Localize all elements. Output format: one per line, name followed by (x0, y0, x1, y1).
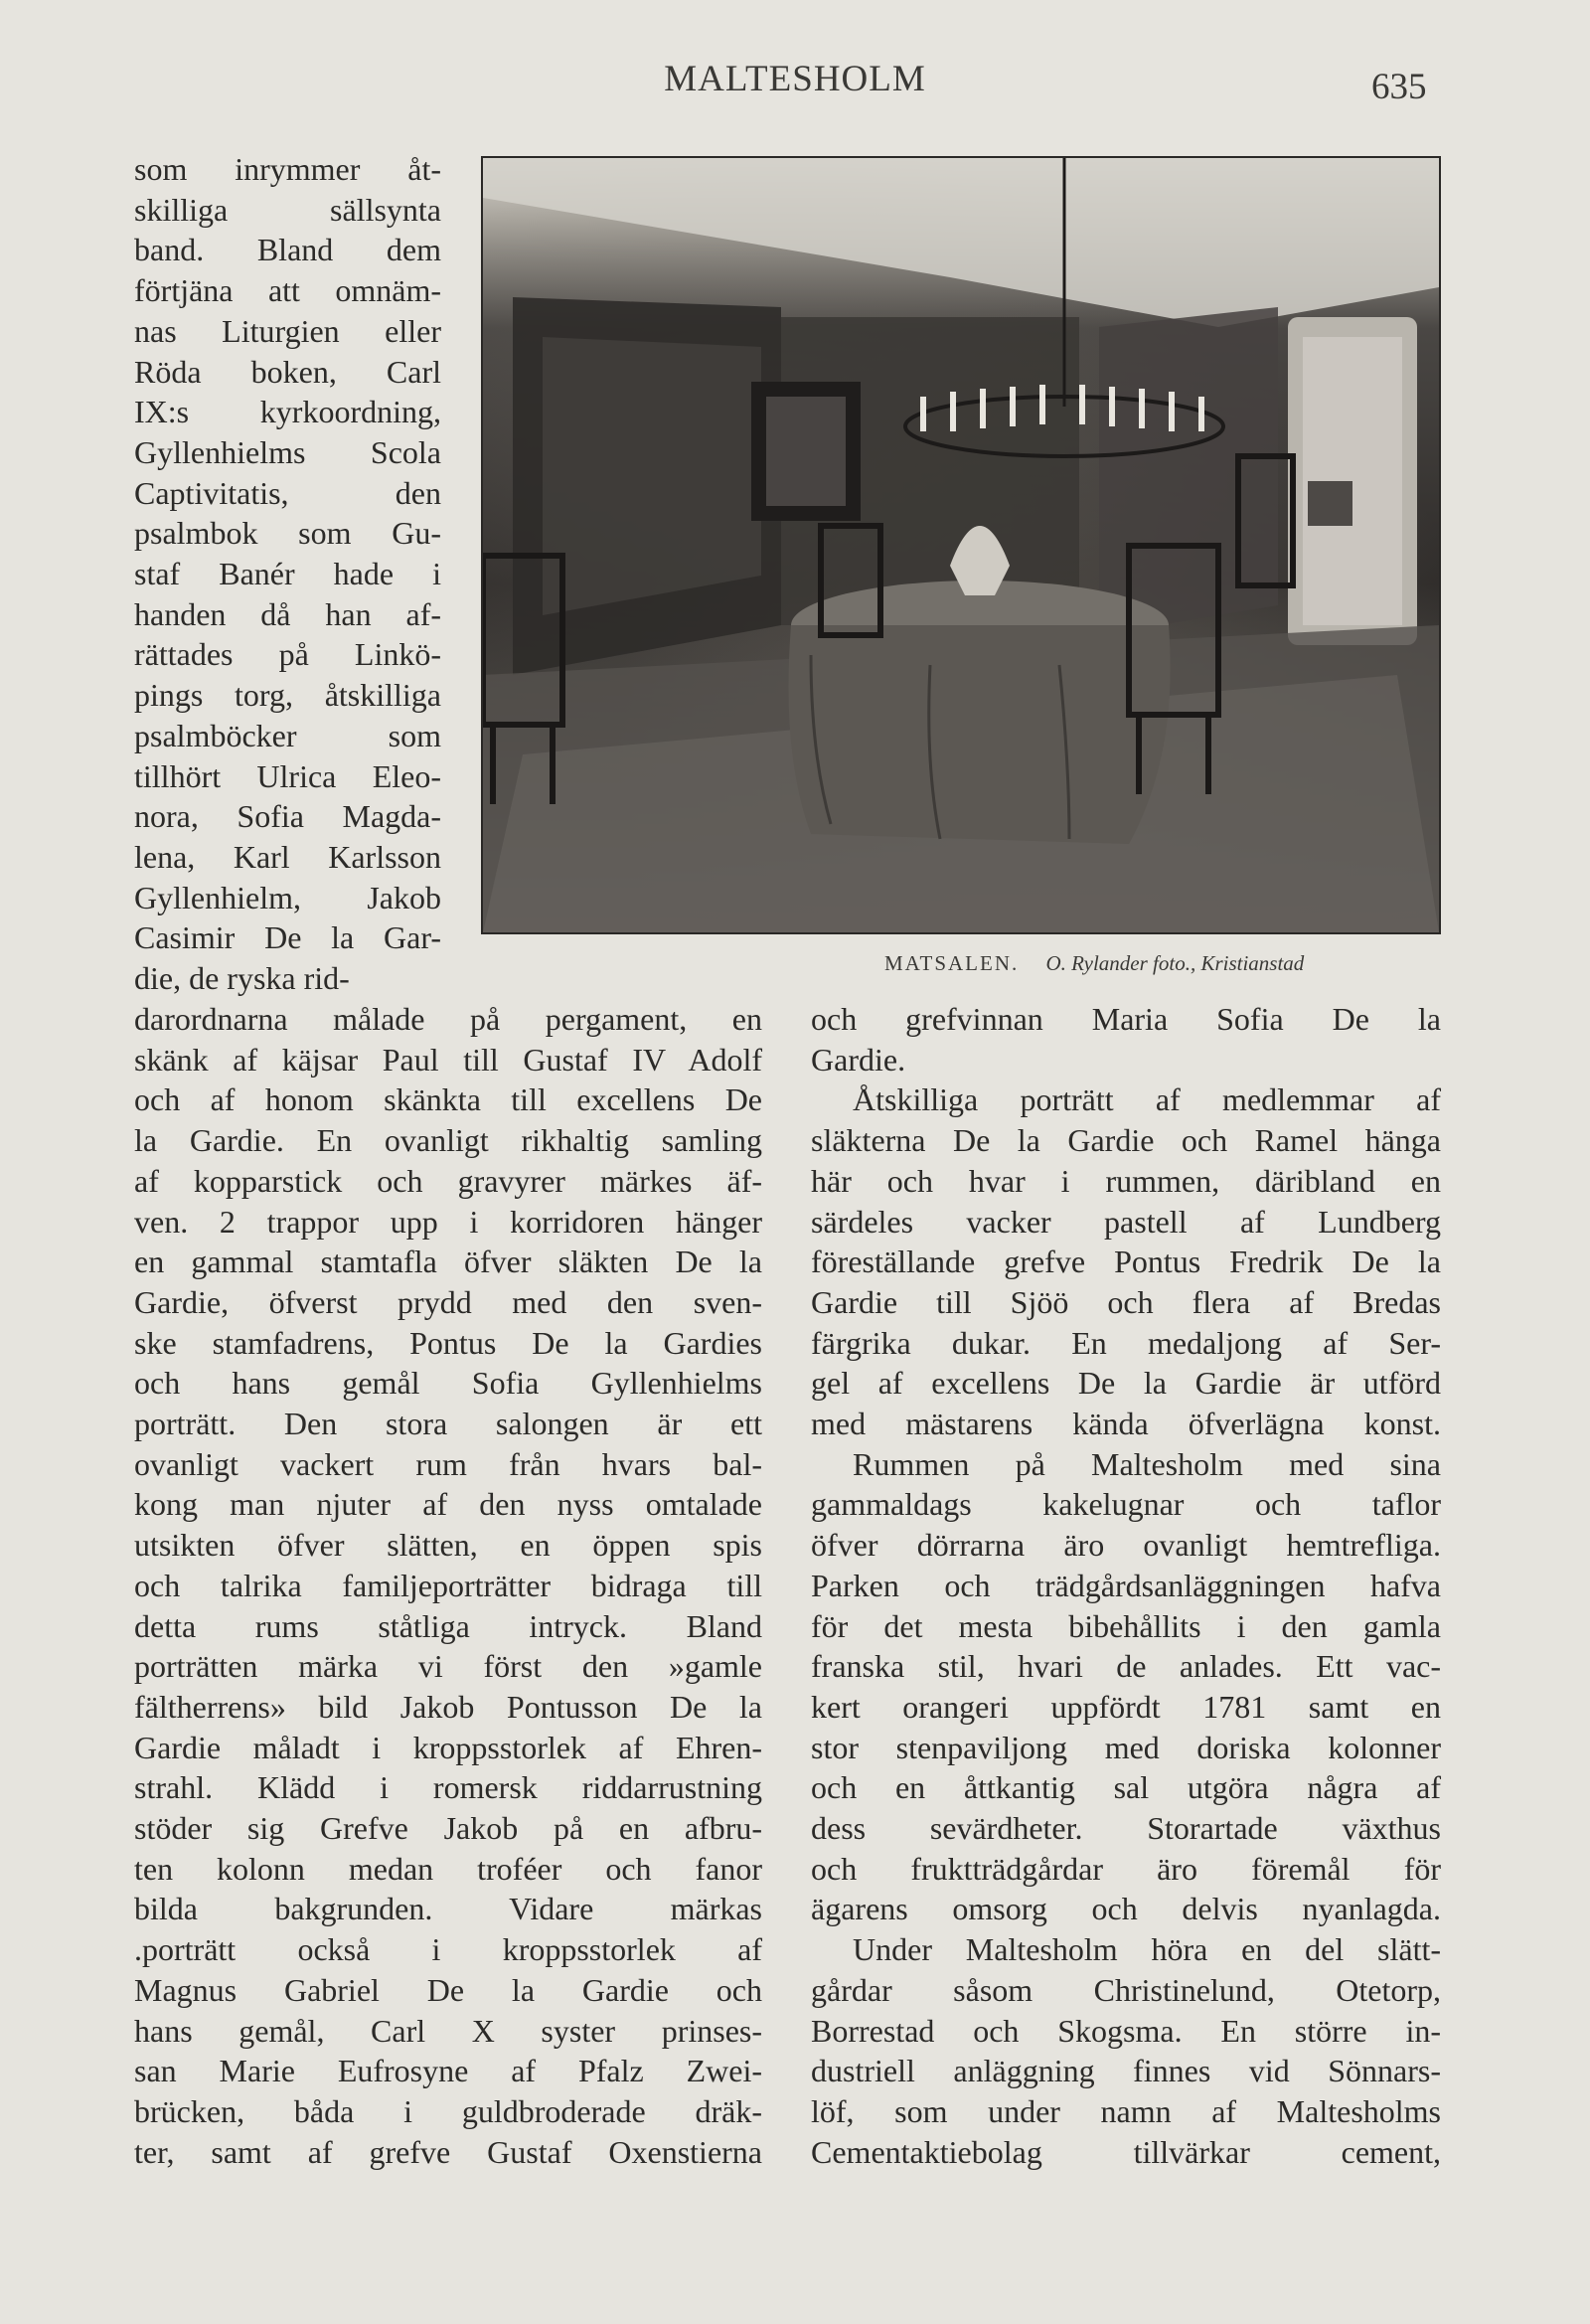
text-line: fältherrens» bild Jakob Pontusson De la (134, 1688, 762, 1725)
text-line: för det mesta bibehållits i den gamla (811, 1607, 1441, 1644)
text-line: ten kolonn medan troféer och fanor (134, 1850, 762, 1887)
text-line: ven. 2 trappor upp i korridoren hänger (134, 1203, 762, 1240)
text-line: öfver dörrarna äro ovanligt hemtrefliga. (811, 1527, 1441, 1564)
text-line: Åtskilliga porträtt af medlemmar af (853, 1081, 1441, 1118)
text-line: förtjäna att omnäm- (134, 272, 441, 309)
text-line: Gardie, öfverst prydd med den sven- (134, 1283, 762, 1320)
text-line: ske stamfadrens, Pontus De la Gardies (134, 1324, 762, 1361)
text-line: och grefvinnan Maria Sofia De la (811, 1001, 1441, 1037)
text-line: en gammal stamtafla öfver släkten De la (134, 1244, 762, 1280)
text-line: brücken, båda i guldbroderade dräk- (134, 2092, 762, 2129)
text-line: dustriell anläggning finnes vid Sönnars- (811, 2053, 1441, 2089)
text-line: strahl. Klädd i romersk riddarrustning (134, 1769, 762, 1806)
text-line: san Marie Eufrosyne af Pfalz Zwei- (134, 2053, 762, 2089)
page-number: 635 (1371, 67, 1427, 107)
text-line: och af honom skänkta till excellens De (134, 1081, 762, 1118)
text-line: staf Banér hade i (134, 556, 441, 591)
text-line: Parken och trädgårdsanläggningen hafva (811, 1567, 1441, 1603)
text-line: och fruktträdgårdar äro föremål för (811, 1850, 1441, 1887)
text-line: gel af excellens De la Gardie är utförd (811, 1365, 1441, 1402)
text-line: Cementaktiebolag tillvärkar cement, (811, 2133, 1441, 2170)
text-line: Under Maltesholm höra en del slätt- (853, 1931, 1441, 1968)
text-line: och hans gemål Sofia Gyllenhielms (134, 1365, 762, 1402)
text-line: die, de ryska rid- (134, 960, 350, 996)
text-line: .porträtt också i kroppsstorlek af (134, 1931, 762, 1968)
text-line: bilda bakgrunden. Vidare märkas (134, 1891, 762, 1927)
caption-title: MATSALEN. (884, 951, 1020, 975)
text-line: kert orangeri uppfördt 1781 samt en (811, 1688, 1441, 1725)
text-line: dess sevärdheter. Storartade växthus (811, 1810, 1441, 1846)
text-line: psalmbok som Gu- (134, 515, 441, 552)
text-line: pings torg, åtskilliga (134, 677, 441, 714)
text-line: stöder sig Grefve Jakob på en afbru- (134, 1810, 762, 1846)
caption-credit: O. Rylander foto., Kristianstad (1045, 951, 1305, 975)
dining-room-illustration (483, 158, 1439, 932)
text-line: Rummen på Maltesholm med sina (853, 1445, 1441, 1482)
text-line: tillhört Ulrica Eleo- (134, 757, 441, 794)
text-line: porträtten märka vi först den »gamle (134, 1648, 762, 1685)
text-line: stor stenpaviljong med doriska kolonner (811, 1729, 1441, 1765)
text-line: Gardie till Sjöö och flera af Bredas (811, 1283, 1441, 1320)
text-line: franska stil, hvari de anlades. Ett vac- (811, 1648, 1441, 1685)
text-line: utsikten öfver slätten, en öppen spis (134, 1527, 762, 1564)
text-line: band. Bland dem (134, 232, 441, 268)
text-line: skilliga sällsynta (134, 191, 441, 228)
text-line: detta rums ståtliga intryck. Bland (134, 1607, 762, 1644)
text-line: gammaldags kakelugnar och taflor (811, 1486, 1441, 1523)
text-line: särdeles vacker pastell af Lundberg (811, 1203, 1441, 1240)
text-line: rättades på Linkö- (134, 636, 441, 673)
photo-caption (884, 951, 1304, 976)
text-line: ovanligt vackert rum från hvars bal- (134, 1445, 762, 1482)
text-line: med mästarens kända öfverlägna konst. (811, 1406, 1441, 1441)
text-line: lena, Karl Karlsson (134, 838, 441, 875)
text-line: som inrymmer åt- (134, 151, 441, 187)
text-line: släkterna De la Gardie och Ramel hänga (811, 1122, 1441, 1159)
text-line: porträtt. Den stora salongen är ett (134, 1406, 762, 1441)
text-line: gårdar såsom Christinelund, Otetorp, (811, 1971, 1441, 2008)
text-line: nas Liturgien eller (134, 312, 441, 349)
text-line: Magnus Gabriel De la Gardie och (134, 1971, 762, 2008)
text-line: kong man njuter af den nyss omtalade (134, 1486, 762, 1523)
text-line: psalmböcker som (134, 717, 441, 753)
text-line: la Gardie. En ovanligt rikhaltig samling (134, 1122, 762, 1159)
text-line: Casimir De la Gar- (134, 919, 441, 956)
text-line: föreställande grefve Pontus Fredrik De la (811, 1244, 1441, 1280)
text-line: Gyllenhielms Scola (134, 433, 441, 470)
text-line: Gyllenhielm, Jakob (134, 879, 441, 915)
text-line: af kopparstick och gravyrer märkes äf- (134, 1162, 762, 1199)
text-line: Gardie. (811, 1041, 906, 1078)
text-line: Captivitatis, den (134, 474, 441, 511)
text-line: darordnarna målade på pergament, en (134, 1001, 762, 1037)
text-line: Gardie måladt i kroppsstorlek af Ehren- (134, 1729, 762, 1765)
text-line: hans gemål, Carl X syster prinses- (134, 2012, 762, 2049)
text-line: ter, samt af grefve Gustaf Oxenstierna (134, 2133, 762, 2170)
text-line: handen då han af- (134, 595, 441, 632)
text-line: skänk af käjsar Paul till Gustaf IV Adolf (134, 1041, 762, 1078)
text-line: färgrika dukar. En medaljong af Ser- (811, 1324, 1441, 1361)
text-line: löf, som under namn af Maltesholms (811, 2092, 1441, 2129)
text-line: IX:s kyrkoordning, (134, 394, 441, 430)
dining-room-photo (481, 156, 1441, 934)
text-line: och talrika familjeporträtter bidraga till (134, 1567, 762, 1603)
text-line: och en åttkantig sal utgöra några af (811, 1769, 1441, 1806)
page-title: MALTESHOLM (664, 59, 926, 99)
text-line: Röda boken, Carl (134, 353, 441, 390)
text-line: nora, Sofia Magda- (134, 798, 441, 835)
text-line: ägarens omsorg och delvis nyanlagda. (811, 1891, 1441, 1927)
text-line: Borrestad och Skogsma. En större in- (811, 2012, 1441, 2049)
text-line: här och hvar i rummen, däribland en (811, 1162, 1441, 1199)
